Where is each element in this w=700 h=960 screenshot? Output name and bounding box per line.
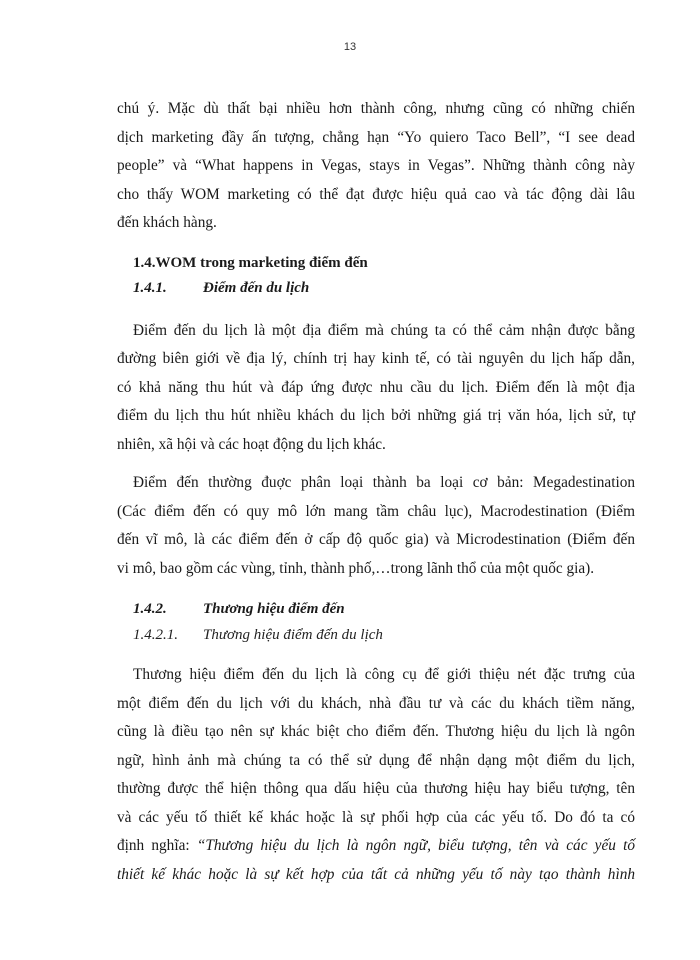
text-line: đường biên giới về địa lý, chính trị hay kinh tế, có tài nguyên du lịch hấp dẫn,: [117, 350, 635, 367]
text-line: vi mô, bao gồm các vùng, tỉnh, thành phố,…trong lãnh thổ của một quốc gia).: [117, 559, 595, 577]
section-number: 1.4.2.: [133, 601, 167, 617]
paragraph-destination-types: [117, 469, 635, 583]
text-line: nhiên, xã hội và các hoạt động du lịch khác.: [117, 435, 386, 453]
text-line-definition: [117, 832, 635, 861]
text-line: Điểm đến du lịch là một địa điểm mà chúng ta có thể cảm nhận được bằng: [133, 321, 635, 339]
section-heading-1-4-2-1: [117, 627, 635, 644]
text-line: và các yếu tố thiết kế khác hoặc là sự phối hợp của các yếu tố. Do đó ta có: [117, 808, 635, 826]
text-line: ngữ, hình ảnh mà chúng ta có thể sử dụng để nhận dạng một điểm du lịch,: [117, 751, 635, 769]
section-heading-1-4: 1.4.WOM trong marketing điểm đến: [133, 254, 368, 271]
text-line: điểm du lịch thu hút nhiều khách du lịch bởi những giá trị văn hóa, lịch sử, tự: [117, 407, 635, 424]
document-body: [117, 95, 635, 889]
text-line: people” và “What happens in Vegas, stays in Vegas”. Những thành công này: [117, 157, 635, 174]
text-line: có khả năng thu hút và đáp ứng được nhu cầu du lịch. Điểm đến là một địa: [117, 378, 635, 396]
text-line: (Các điểm đến có quy mô lớn mang tầm châu lục), Macrodestination (Điểm: [117, 502, 635, 520]
paragraph-destination-definition: [117, 317, 635, 460]
section-title: Thương hiệu điểm đến du lịch: [203, 627, 383, 643]
text-line: cho thấy WOM marketing có thể đạt được hiệu quả cao và tác động dài lâu: [117, 185, 635, 203]
section-title: Điểm đến du lịch: [203, 279, 310, 296]
paragraph-destination-brand: [117, 661, 635, 889]
section-heading-1-4-2: [117, 601, 635, 618]
definition-quote: “Thương hiệu du lịch là ngôn ngữ, biểu tượng, tên và các yếu tố: [196, 837, 635, 854]
text-line: đến khách hàng.: [117, 214, 217, 231]
text-line: đến vĩ mô, là các điểm đến ở cấp độ quốc gia) và Microdestination (Điểm đến: [117, 531, 635, 548]
text-line: Điểm đến thường đuợc phân loại thành ba loại cơ bản: Megadestination: [133, 474, 635, 491]
text-line: chú ý. Mặc dù thất bại nhiều hơn thành công, nhưng cũng có những chiến: [117, 100, 635, 117]
text-line: dịch marketing đầy ấn tượng, chẳng hạn “Yo quiero Taco Bell”, “I see dead: [117, 128, 635, 146]
paragraph-wom-campaigns: [117, 95, 635, 238]
text-line: Thương hiệu điểm đến du lịch là công cụ để giới thiệu nét đặc trưng của: [133, 666, 635, 683]
text-line: thường được thể hiện thông qua dấu hiệu của thương hiệu hay biểu tượng, tên: [117, 780, 635, 797]
section-number: 1.4.2.1.: [133, 627, 178, 643]
definition-lead: định nghĩa:: [117, 837, 190, 854]
page-number: 13: [343, 41, 357, 53]
section-title: Thương hiệu điểm đến: [203, 601, 345, 617]
text-line: cũng là điều tạo nên sự khác biệt cho điểm đến. Thương hiệu du lịch là ngôn: [117, 723, 635, 740]
section-heading-1-4-1: [117, 280, 635, 297]
section-number: 1.4.1.: [133, 279, 167, 296]
text-line: một điểm đến du lịch với du khách, nhà đầu tư và các du khách tiềm năng,: [117, 694, 635, 712]
text-line-definition: thiết kế khác hoặc là sự kết hợp của tất cả những yếu tố này tạo thành hình: [117, 865, 635, 883]
